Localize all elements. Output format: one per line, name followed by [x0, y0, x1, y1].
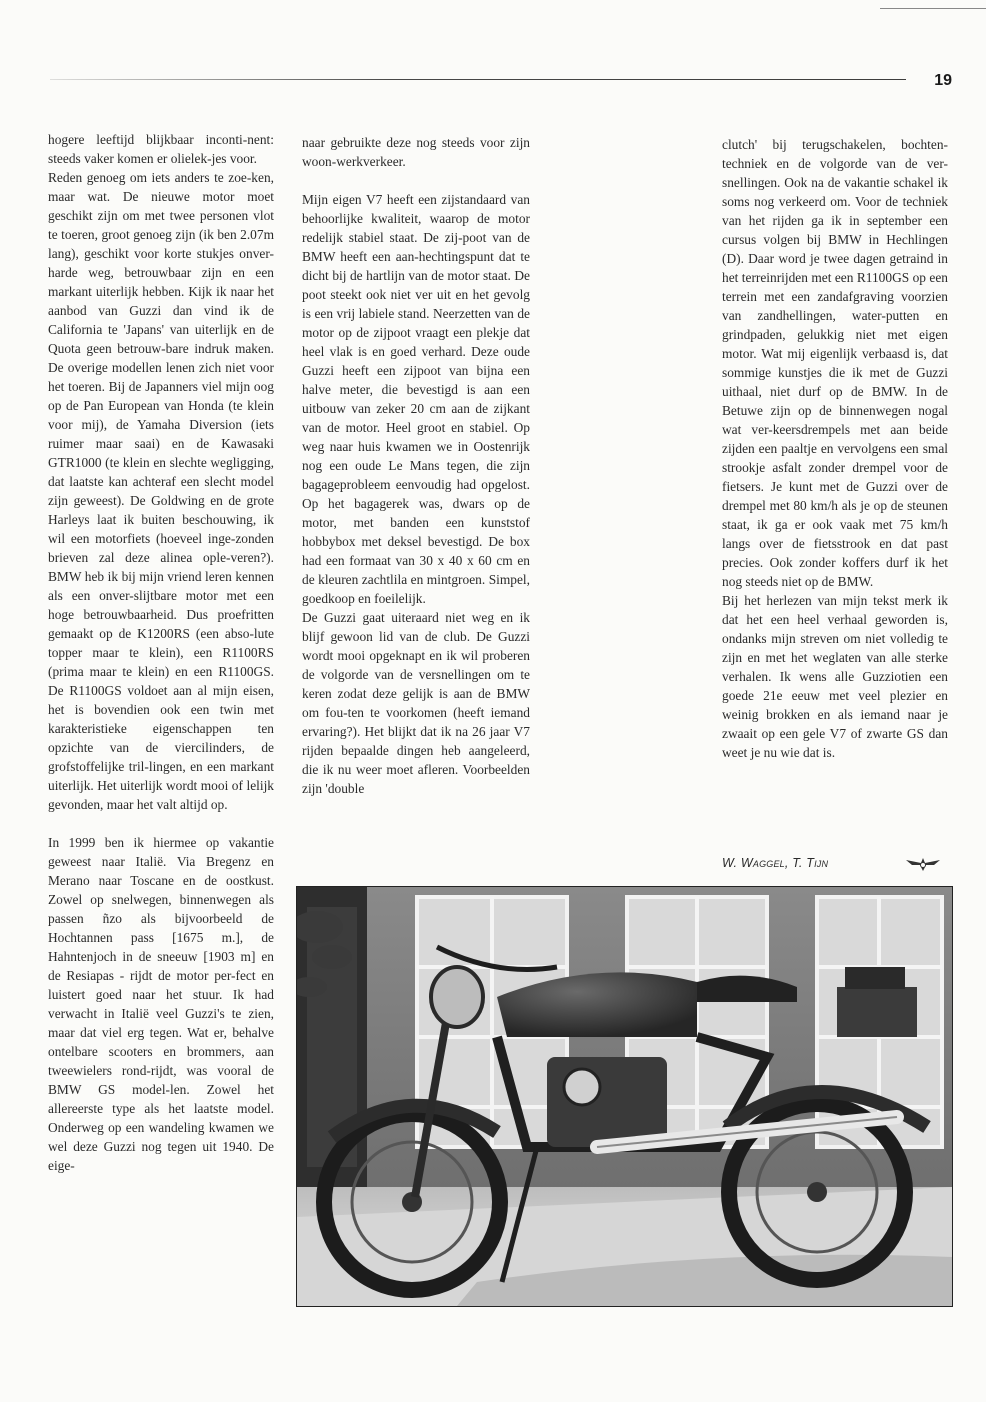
club-logo-icon [904, 854, 942, 874]
header-rule [50, 79, 906, 80]
paragraph: clutch' bij terugschakelen, bochten-techniek en de volgorde van de ver-snellingen. Ook na de vakantie schakel ik soms nog verkeerd om. Voor de techniek van het rijden ga ik in september een cursus volgen bij BMW in Hechlingen (D). Daar word je twee dagen getraind in het terreinrijden met een R1100GS op een terrein met een zandafgraving voorzien van zandhellingen, water-putten en grindpaden, gelukkig niet met eigen motor. Wat mij eigenlijk verbaasd is, dat sommige kunstjes die ik met de Guzzi uithaal, niet durf op de BMW. In de Betuwe zijn op de binnenwegen nogal wat ver-keersdrempels met aan beide zijden een paaltje en vervolgens een smal strookje asfalt zonder drempel voor de fietsers. Je kunt met de Guzzi over de drempel met 80 km/h als je op de steunen staat, ik ga er ook vaak met 75 km/h langs over de fietsstrook en dat past precies. Ook zonder koffers durf ik het nog steeds niet op de BMW. [722, 137, 948, 589]
paragraph: Mijn eigen V7 heeft een zijstandaard van behoorlijke kwaliteit, waarop de motor redelijk stabiel staat. De zij-poot van de BMW heeft een aan-hechtingspunt dat te dicht bij de hartlijn van de motor staat. De poot steekt ook niet ver uit en het gevolg is een vrij labiele stand. Neerzetten van de motor op de zijpoot vraagt een plekje dat heel vlak is en goed verhard. Deze oude Guzzi heeft een zijpoot van bijna een halve meter, die bevestigd is aan een uitbouw van zeker 20 cm aan de zijkant van de motor. Heel groot en stabiel. Op weg naar huis kwamen we in Oostenrijk nog een oude Le Mans tegen, die zijn bagageprobleem eenvoudig had opgelost. Op het bagagerek was, dwars op de motor, met banden een kunststof hobbybox met deksel bevestigd. De box had een formaat van 30 x 40 x 60 cm en de kleuren zachtlila en mintgroen. Simpel, goedkoop en foeilelijk. [302, 192, 530, 606]
author-byline: W. Waggel, T. Tijn [722, 856, 829, 870]
motorcycle-photo [296, 886, 953, 1307]
text-column-3 [722, 135, 948, 762]
paragraph: Reden genoeg om iets anders te zoe-ken, maar wat. De nieuwe motor moet geschikt zijn om met twee personen vlot te toeren, groot genoeg zijn (ik ben 2.07m lang), geschikt voor korte stukjes onver-harde weg, betrouwbaar zijn en een markant uiterlijk hebben. Kijk ik naar het aanbod van Guzzi dan vind ik de California te 'Japans' van uiterlijk en de Quota geen betrouw-bare indruk maken. De overige modellen lenen zich niet voor het toeren. Bij de Japanners viel mijn oog op de Pan European van Honda (te klein voor mij), de Yamaha Diversion (iets ruimer maar saai) en de Kawasaki GTR1000 (te klein en slechte wegligging, dat laatste kan achteraf een slecht model zijn geweest). De Goldwing en de grote Harleys laat ik buiten beschouwing, ik wil een motorfiets (hoeveel inge-zonden brieven zal deze alinea ople-veren?). BMW heb ik bij mijn vriend leren kennen als een onver-slijtbare motor met een hoge betrouwbaarheid. Dus proefritten gemaakt op de K1200RS (een abso-lute topper maar te klein), een R1100RS (prima maar te klein) en een R1100GS. De R1100GS voldoet aan al mijn eisen, het is bovendien ook een twin met karakteristieke eigenschappen ten opzichte van de viercilinders, de grofstoffelijke tril-lingen, en een markant uiterlijk. Het uiterlijk wordt mooi of lelijk gevonden, maar het valt altijd op. [48, 170, 274, 812]
page-number: 19 [934, 72, 952, 89]
paragraph: hogere leeftijd blijkbaar inconti-nent: steeds vaker komen er olielek-jes voor. [48, 132, 274, 166]
text-column-1 [48, 130, 274, 1175]
paragraph: De Guzzi gaat uiteraard niet weg en ik blijf gewoon lid van de club. De Guzzi wordt mooi opgeknapt en ik wil proberen de volgorde van de versnellingen om te keren zodat deze gelijk is aan de BMW om fou-ten te voorkomen (heeft iemand ervaring?). Het blijkt dat ik na 26 jaar V7 rijden bepaalde dingen heb aangeleerd, die ik nu weer moet afleren. Voorbeelden zijn 'double [302, 610, 530, 796]
top-edge-rule [880, 8, 986, 9]
paragraph: In 1999 ben ik hiermee op vakantie geweest naar Italië. Via Bregenz en Merano naar Toscane en de oostkust. Zowel op snelwegen, binnenwegen als passen ñzo als bijvoorbeeld de Hochtannen pass [1675 m.], de Hahntenjoch in de sneeuw [1903 m] en de Resiapas - rijdt de motor per-fect en luistert goed naar het stuur. Ik had verwacht in Italië veel Guzzi's te zien, maar dat viel erg tegen. Wat er, behalve ontelbare scooters en brommers, aan tweewielers rond-rijdt, was vooral de BMW GS model-len. Zowel het allereerste type als het laatste model. Onderweg op een wandeling kwamen we wel deze Guzzi nog tegen uit 1940. De eige- [48, 835, 274, 1173]
paragraph: naar gebruikte deze nog steeds voor zijn woon-werkverkeer. [302, 135, 530, 169]
paragraph: Bij het herlezen van mijn tekst merk ik dat het een heel verhaal geworden is, ondanks mijn streven om niet volledig te zijn en met het weglaten van alle sterke verhalen. Ik wens alle Guzziotien een goede 21e eeuw met veel plezier en weinig brokken en als iemand naar je zwaait op een gele V7 of zwarte GS dan weet je nu wie dat is. [722, 593, 948, 760]
text-column-2 [302, 133, 530, 798]
